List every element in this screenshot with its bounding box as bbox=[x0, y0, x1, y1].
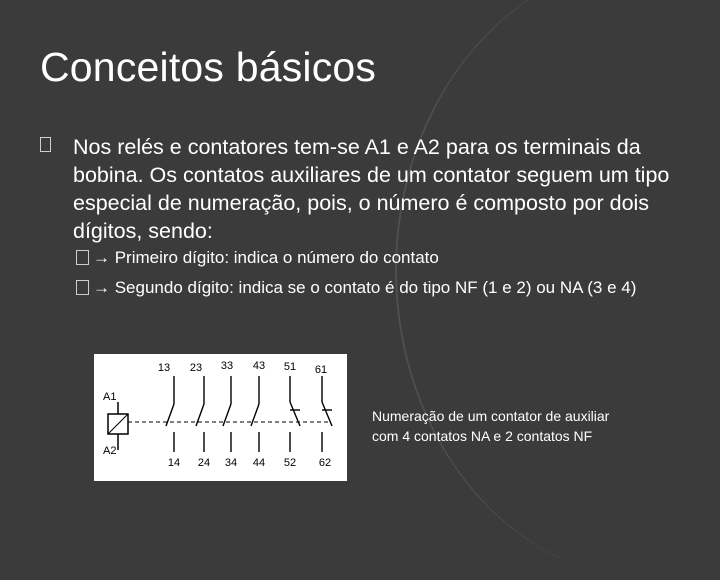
sub-bullet-1 bbox=[76, 246, 696, 270]
sub-bullet-text: → Segundo dígito: indica se o contato é do tipo NF (1 e 2) ou NA (3 e 4) bbox=[93, 278, 637, 297]
coil-a1-label: A1 bbox=[103, 391, 117, 403]
slide-title: Conceitos básicos bbox=[40, 44, 377, 90]
contact-na-1 bbox=[166, 376, 174, 452]
caption-line: Numeração de um contator de auxiliar bbox=[372, 408, 610, 424]
contact-nf-2 bbox=[322, 376, 332, 452]
terminal-bottom-label: 14 bbox=[167, 457, 181, 469]
terminal-bottom-label: 52 bbox=[283, 457, 297, 469]
terminal-top-label: 43 bbox=[252, 360, 266, 372]
contactor-diagram bbox=[94, 354, 347, 481]
bullet-glyph-icon bbox=[76, 250, 89, 265]
main-bullet-text: Nos relés e contatores tem-se A1 e A2 para os terminais da bobina. Os contatos auxiliares de um contator seguem um tipo especial de numeração, pois, o número é composto por dois dígitos, sendo: bbox=[73, 135, 670, 243]
terminal-top-label: 13 bbox=[157, 362, 171, 374]
contact-na-3 bbox=[223, 376, 231, 452]
bullet-glyph-icon bbox=[76, 280, 89, 295]
sub-bullet-2 bbox=[76, 276, 696, 300]
terminal-bottom-label: 44 bbox=[252, 457, 266, 469]
terminal-top-label: 51 bbox=[283, 361, 297, 373]
terminal-bottom-label: 62 bbox=[318, 457, 332, 469]
contact-na-4 bbox=[251, 376, 259, 452]
main-bullet bbox=[40, 133, 680, 245]
terminal-top-label: 23 bbox=[189, 362, 203, 374]
terminal-top-label: 33 bbox=[220, 360, 234, 372]
caption-line: com 4 contatos NA e 2 contatos NF bbox=[372, 428, 593, 444]
terminal-bottom-label: 24 bbox=[197, 457, 211, 469]
coil-a2-label: A2 bbox=[103, 445, 117, 457]
sub-bullet-text: → Primeiro dígito: indica o número do contato bbox=[93, 248, 439, 267]
terminal-bottom-label: 34 bbox=[224, 457, 238, 469]
diagram-caption bbox=[372, 406, 712, 446]
bullet-glyph-icon bbox=[40, 137, 51, 152]
contact-na-2 bbox=[196, 376, 204, 452]
contact-nf-1 bbox=[290, 376, 300, 452]
terminal-top-label: 61 bbox=[314, 364, 328, 376]
